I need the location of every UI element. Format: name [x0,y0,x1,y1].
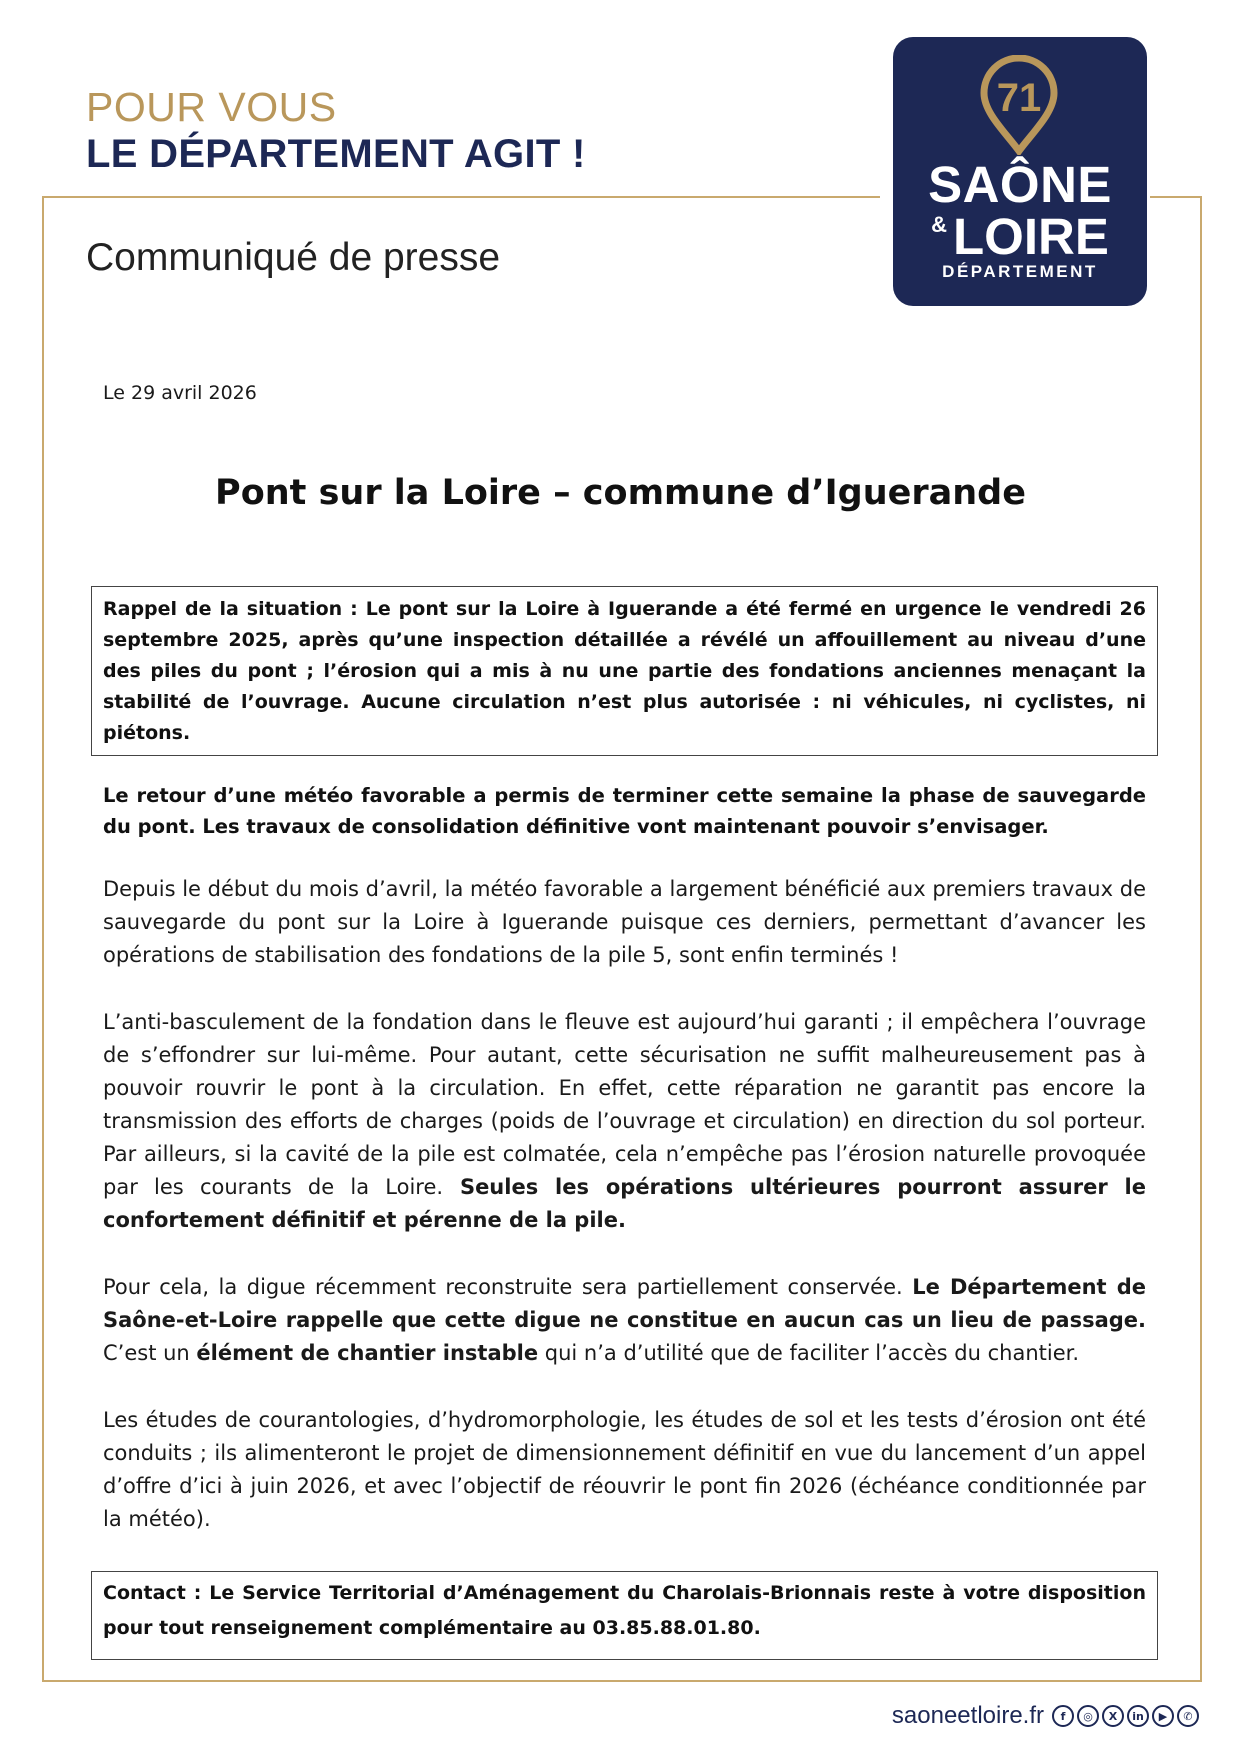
logo-saone: SAÔNE [928,156,1112,213]
paragraph-2 [103,1006,1146,1237]
document-type: Communiqué de presse [86,236,501,279]
youtube-icon[interactable]: ▶ [1152,1705,1174,1727]
logo-loire: LOIRE [953,208,1109,265]
department-logo [893,37,1147,306]
paragraph-2-text: L’anti-basculement de la fondation dans le fleuve est aujourd’hui garanti ; il empêchera l’ouvrage de s’effondrer sur lui-même. Pour autant, cette sécurisation ne suffit malheureusement pas à pouvoir rouvrir le pont à la circulation. En effet, cette réparation ne garantit pas encore la transmission des efforts de charges (poids de l’ouvrage et circulation) en direction du sol porteur. Par ailleurs, si la cavité de la pile est colmatée, cela n’empêche pas l’érosion naturelle provoquée par les courants de la Loire. [103,1010,1146,1199]
paragraph-3-emphasis-a: Le Département de Saône-et-Loire rappelle que cette digue ne constitue en aucun cas un lieu de passage. [103,1275,1146,1332]
map-pin-71-icon [976,55,1062,155]
situation-reminder-box: Rappel de la situation : Le pont sur la Loire à Iguerande a été fermé en urgence le vendredi 26 septembre 2025, après qu’une inspection détaillée a révélé un affouillement au niveau d’une des piles du pont ; l’érosion qui a mis à nu une partie des fondations anciennes menaçant la stabilité de l’ouvrage. Aucune circulation n’est plus autorisée : ni véhicules, ni cyclistes, ni piétons. [91,586,1158,756]
footer [892,1702,1199,1730]
paragraph-1: Depuis le début du mois d’avril, la météo favorable a largement bénéficié aux premiers travaux de sauvegarde du pont sur la Loire à Iguerande puisque ces derniers, permettant d’avancer les opérations de stabilisation des fondations de la pile 5, sont enfin terminés ! [103,877,1146,967]
paragraph-4: Les études de courantologies, d’hydromorphologie, les études de sol et les tests d’érosion ont été conduits ; ils alimenteront le projet de dimensionnement définitif en vue du lancement d’un appel d’offre d’ici à juin 2026, et avec l’objectif de réouvrir le pont fin 2026 (échéance conditionnée par la météo). [103,1408,1146,1531]
instagram-icon[interactable]: ◎ [1077,1705,1099,1727]
logo-ampersand: & [931,212,948,237]
paragraph-3-text-c: qui n’a d’utilité que de faciliter l’accès du chantier. [538,1341,1080,1365]
header-headline: LE DÉPARTEMENT AGIT ! [86,132,586,176]
paragraph-3 [103,1271,1146,1370]
press-release-date: Le 29 avril 2026 [103,382,257,404]
website-link[interactable]: saoneetloire.fr [891,1702,1044,1729]
lead-paragraph: Le retour d’une météo favorable a permis de terminer cette semaine la phase de sauvegarde du pont. Les travaux de consolidation définitive vont maintenant pouvoir s’envisager. [103,784,1146,838]
paragraph-3-emphasis-b: élément de chantier instable [196,1341,539,1365]
linkedin-icon[interactable]: in [1127,1705,1149,1727]
whatsapp-icon[interactable]: ✆ [1177,1705,1199,1727]
contact-box: Contact : Le Service Territorial d’Aménagement du Charolais-Brionnais reste à votre disposition pour tout renseignement complémentaire au 03.85.88.01.80. [91,1571,1158,1660]
logo-departement: DÉPARTEMENT [942,262,1098,281]
logo-emblem-text: 71 [996,76,1042,120]
facebook-icon[interactable]: f [1052,1705,1074,1727]
logo-loire-row [893,207,1147,266]
header-tagline: POUR VOUS [86,84,337,130]
x-icon[interactable]: X [1102,1705,1124,1727]
paragraph-3-text-a: Pour cela, la digue récemment reconstruite sera partiellement conservée. [103,1275,913,1299]
press-release-title: Pont sur la Loire – commune d’Iguerande [215,473,1026,513]
paragraph-3-text-b: C’est un [103,1341,197,1365]
paragraph-2-emphasis: Seules les opérations ultérieures pourront assurer le confortement définitif et pérenne de la pile. [103,1175,1146,1232]
